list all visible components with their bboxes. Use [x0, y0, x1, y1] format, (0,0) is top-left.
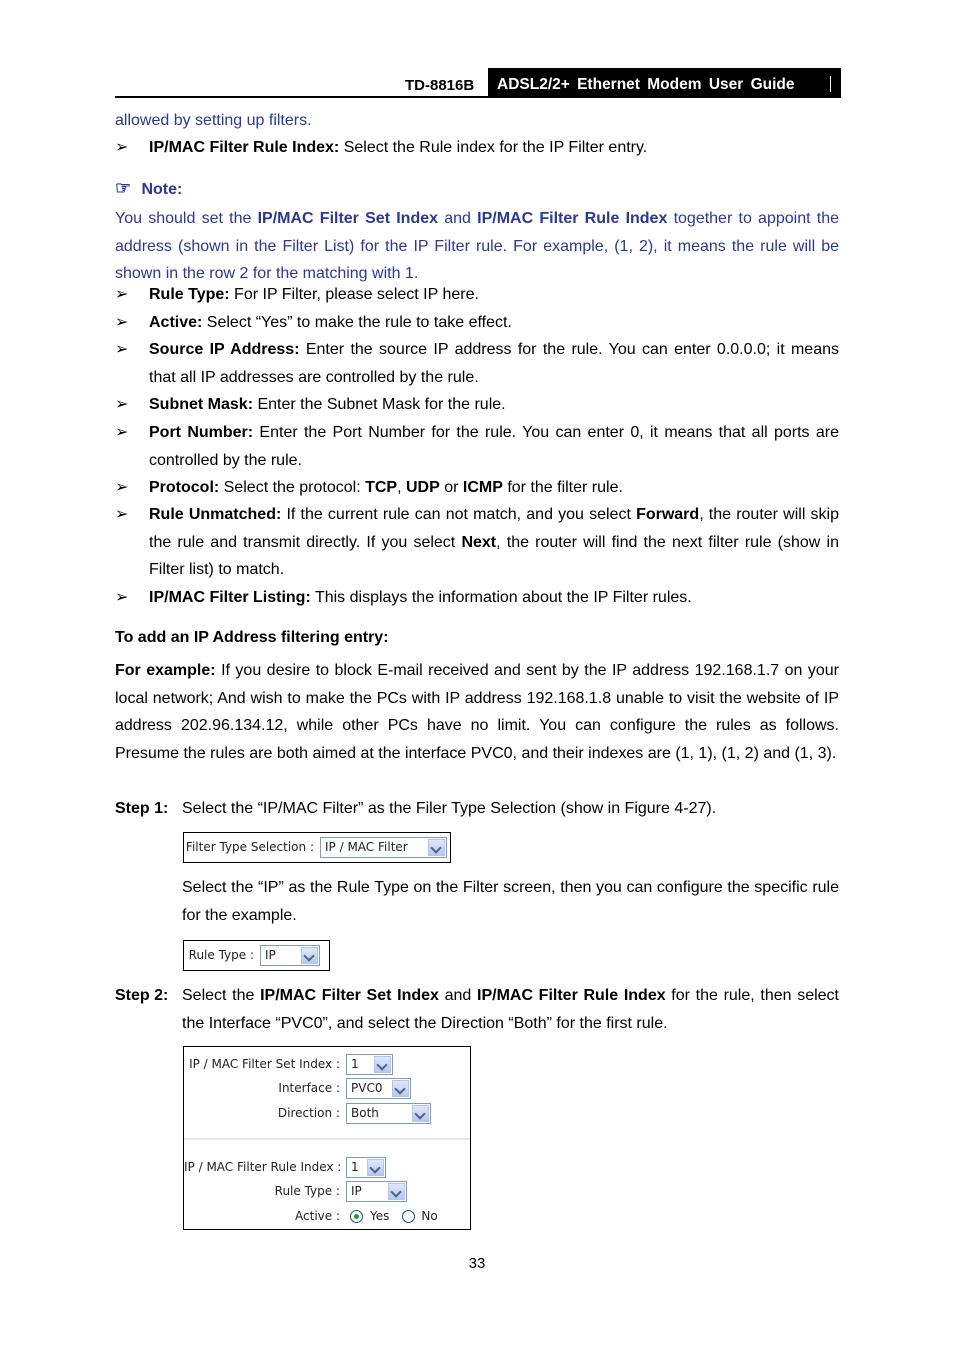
arrow-icon: ➢ — [115, 506, 129, 523]
direction-value: Both — [351, 1106, 379, 1120]
intro-line: allowed by setting up filters. — [115, 112, 312, 129]
bullet-filter-listing — [115, 584, 839, 612]
active-yes-label: Yes — [370, 1209, 390, 1223]
step-text: and — [438, 987, 477, 1004]
header-model: TD-8816B — [405, 77, 475, 94]
section-heading: To add an IP Address filtering entry: — [115, 629, 389, 646]
note-label: Note: — [141, 181, 183, 198]
direction-select[interactable] — [346, 1103, 431, 1124]
active-yes-radio[interactable] — [350, 1210, 363, 1223]
bullet-port-number — [115, 419, 839, 474]
set-index-value: 1 — [351, 1057, 359, 1071]
set-index-label: IP / MAC Filter Set Index : — [189, 1057, 340, 1071]
note-text: and — [438, 210, 478, 227]
panel-divider — [184, 1138, 470, 1140]
example-paragraph — [115, 657, 839, 767]
arrow-icon: ➢ — [115, 341, 129, 358]
step-bold: IP/MAC Filter Rule Index — [477, 987, 666, 1004]
chevron-down-icon[interactable] — [412, 1105, 429, 1122]
chevron-down-icon[interactable] — [388, 1183, 405, 1200]
bullet-term: Protocol: — [149, 479, 220, 496]
step-text: Select the — [182, 987, 261, 1004]
interface-label: Interface : — [278, 1081, 340, 1095]
chevron-down-icon[interactable] — [301, 947, 318, 964]
arrow-icon: ➢ — [115, 424, 129, 441]
bullet-bold: Next — [461, 533, 497, 551]
bullet-term: Rule Type: — [149, 286, 230, 303]
step-text: for the rule, then select the Interface “PVC0”, and select the Direction “Both” for the first rule. — [182, 987, 840, 1032]
chevron-down-icon[interactable] — [374, 1056, 391, 1073]
bullet-term: Port Number: — [149, 424, 254, 441]
bullet-rule-unmatched — [115, 501, 839, 584]
rule-type-panel — [183, 940, 330, 971]
rule-type-value: IP — [265, 948, 276, 962]
header-rule — [115, 96, 489, 98]
step-label: Step 2: — [115, 987, 169, 1004]
bullet-bold: ICMP — [462, 479, 503, 496]
chevron-down-icon[interactable] — [428, 839, 445, 856]
step-text: Select the “IP” as the Rule Type on the Filter screen, then you can configure the specific rule for the example. — [182, 879, 839, 924]
set-index-select[interactable] — [346, 1054, 393, 1075]
bullet-bold: TCP — [365, 479, 398, 496]
pointing-hand-icon: ☞ — [115, 178, 132, 198]
bullet-text: Select the protocol: — [219, 479, 366, 496]
rule-type-select[interactable] — [260, 945, 320, 966]
arrow-icon: ➢ — [115, 314, 129, 331]
bullet-bold: UDP — [405, 479, 440, 496]
active-no-radio[interactable] — [402, 1210, 415, 1223]
note-text: together to appoint the address (shown in the Filter List) for the IP Filter rule. For example, (1, 2), it means the rule will be shown in the row 2 for the matching with 1. — [115, 210, 839, 282]
note-bold: IP/MAC Filter Set Index — [257, 210, 439, 227]
bullet-text: This displays the information about the IP Filter rules. — [310, 589, 692, 606]
filter-rule-panel — [183, 1046, 471, 1230]
chevron-down-icon[interactable] — [392, 1080, 409, 1097]
active-no-label: No — [421, 1209, 438, 1223]
step-text: Select the “IP/MAC Filter” as the Filer Type Selection (show in Figure 4-27). — [182, 800, 717, 817]
bullet-term: Source IP Address: — [149, 341, 300, 358]
bullet-term: Active: — [149, 314, 203, 331]
bullet-text: Enter the Port Number for the rule. You can enter 0, it means that all ports are controlled by the rule. — [149, 424, 840, 469]
bullet-text: For IP Filter, please select IP here. — [229, 286, 479, 303]
bullet-term: Rule Unmatched: — [149, 506, 282, 523]
bullet-term: IP/MAC Filter Rule Index: — [149, 139, 340, 156]
bullet-bold: Forward — [636, 506, 700, 523]
bullet-text: Enter the Subnet Mask for the rule. — [253, 396, 506, 413]
note-text: You should set the — [115, 210, 258, 227]
example-text: If you desire to block E-mail received and sent by the IP address 192.168.1.7 on your local network; And wish to make the PCs with IP address 192.168.1.8 unable to visit the website of IP address 202.96.134.12, while other PCs have no limit. You can configure the rules as follows. Presume the rules are both aimed at the interface PVC0, and their indexes are (1, 1), (1, 2) and (1, 3). — [115, 662, 840, 762]
arrow-icon: ➢ — [115, 139, 129, 156]
bullet-text: Select the Rule index for the IP Filter entry. — [339, 139, 648, 156]
note-bold: IP/MAC Filter Rule Index — [477, 210, 668, 227]
bullet-text: If the current rule can not match, and you select — [281, 506, 637, 523]
rule-type-select[interactable] — [346, 1181, 407, 1202]
bullet-text: , — [397, 479, 406, 496]
rule-index-value: 1 — [351, 1160, 359, 1174]
bullet-text: Enter the source IP address for the rule. You can enter 0.0.0.0; it means that all IP addresses are controlled by the rule. — [149, 341, 839, 386]
arrow-icon: ➢ — [115, 286, 129, 303]
rule-type-label: Rule Type : — [274, 1184, 340, 1198]
rule-index-select[interactable] — [346, 1157, 386, 1178]
page-number: 33 — [468, 1255, 486, 1272]
filter-type-label: Filter Type Selection : — [185, 840, 314, 854]
bullet-term: Subnet Mask: — [149, 396, 254, 413]
step-bold: IP/MAC Filter Set Index — [260, 987, 439, 1004]
interface-value: PVC0 — [351, 1081, 383, 1095]
bullet-text: or — [439, 479, 463, 496]
bullet-text: , the router will find the next filter rule (show in Filter list) to match. — [149, 533, 840, 578]
rule-type-value: IP — [351, 1184, 362, 1198]
interface-select[interactable] — [346, 1078, 411, 1099]
example-term: For example: — [115, 662, 216, 679]
bullet-term: IP/MAC Filter Listing: — [149, 589, 311, 606]
filter-type-value: IP / MAC Filter — [325, 840, 408, 854]
filter-type-select[interactable] — [320, 837, 447, 858]
note-body — [115, 205, 839, 288]
chevron-down-icon[interactable] — [367, 1159, 384, 1176]
header-title: ADSL2/2+ Ethernet Modem User Guide — [488, 68, 841, 98]
arrow-icon: ➢ — [115, 479, 129, 496]
bullet-active — [115, 309, 839, 337]
bullet-rule-type — [115, 281, 839, 309]
note-heading — [115, 175, 839, 204]
active-label: Active : — [295, 1209, 340, 1223]
step-label: Step 1: — [115, 800, 169, 817]
direction-label: Direction : — [277, 1106, 340, 1120]
rule-type-label: Rule Type : — [188, 948, 254, 962]
arrow-icon: ➢ — [115, 589, 129, 606]
bullet-text: Select “Yes” to make the rule to take effect. — [202, 314, 512, 331]
bullet-protocol — [115, 474, 839, 502]
rule-index-label: IP / MAC Filter Rule Index : — [184, 1160, 342, 1174]
step-2 — [115, 982, 839, 1037]
bullet-text: , the router will skip the rule and transmit directly. If you select — [149, 506, 839, 551]
bullet-source-ip — [115, 336, 839, 391]
bullet-text: for the filter rule. — [502, 479, 623, 496]
arrow-icon: ➢ — [115, 396, 129, 413]
filter-type-panel — [183, 832, 451, 863]
bullet-filter-rule-index — [115, 134, 839, 162]
bullet-subnet-mask — [115, 391, 839, 419]
step-1 — [115, 795, 839, 823]
step-1-continued — [115, 874, 839, 929]
